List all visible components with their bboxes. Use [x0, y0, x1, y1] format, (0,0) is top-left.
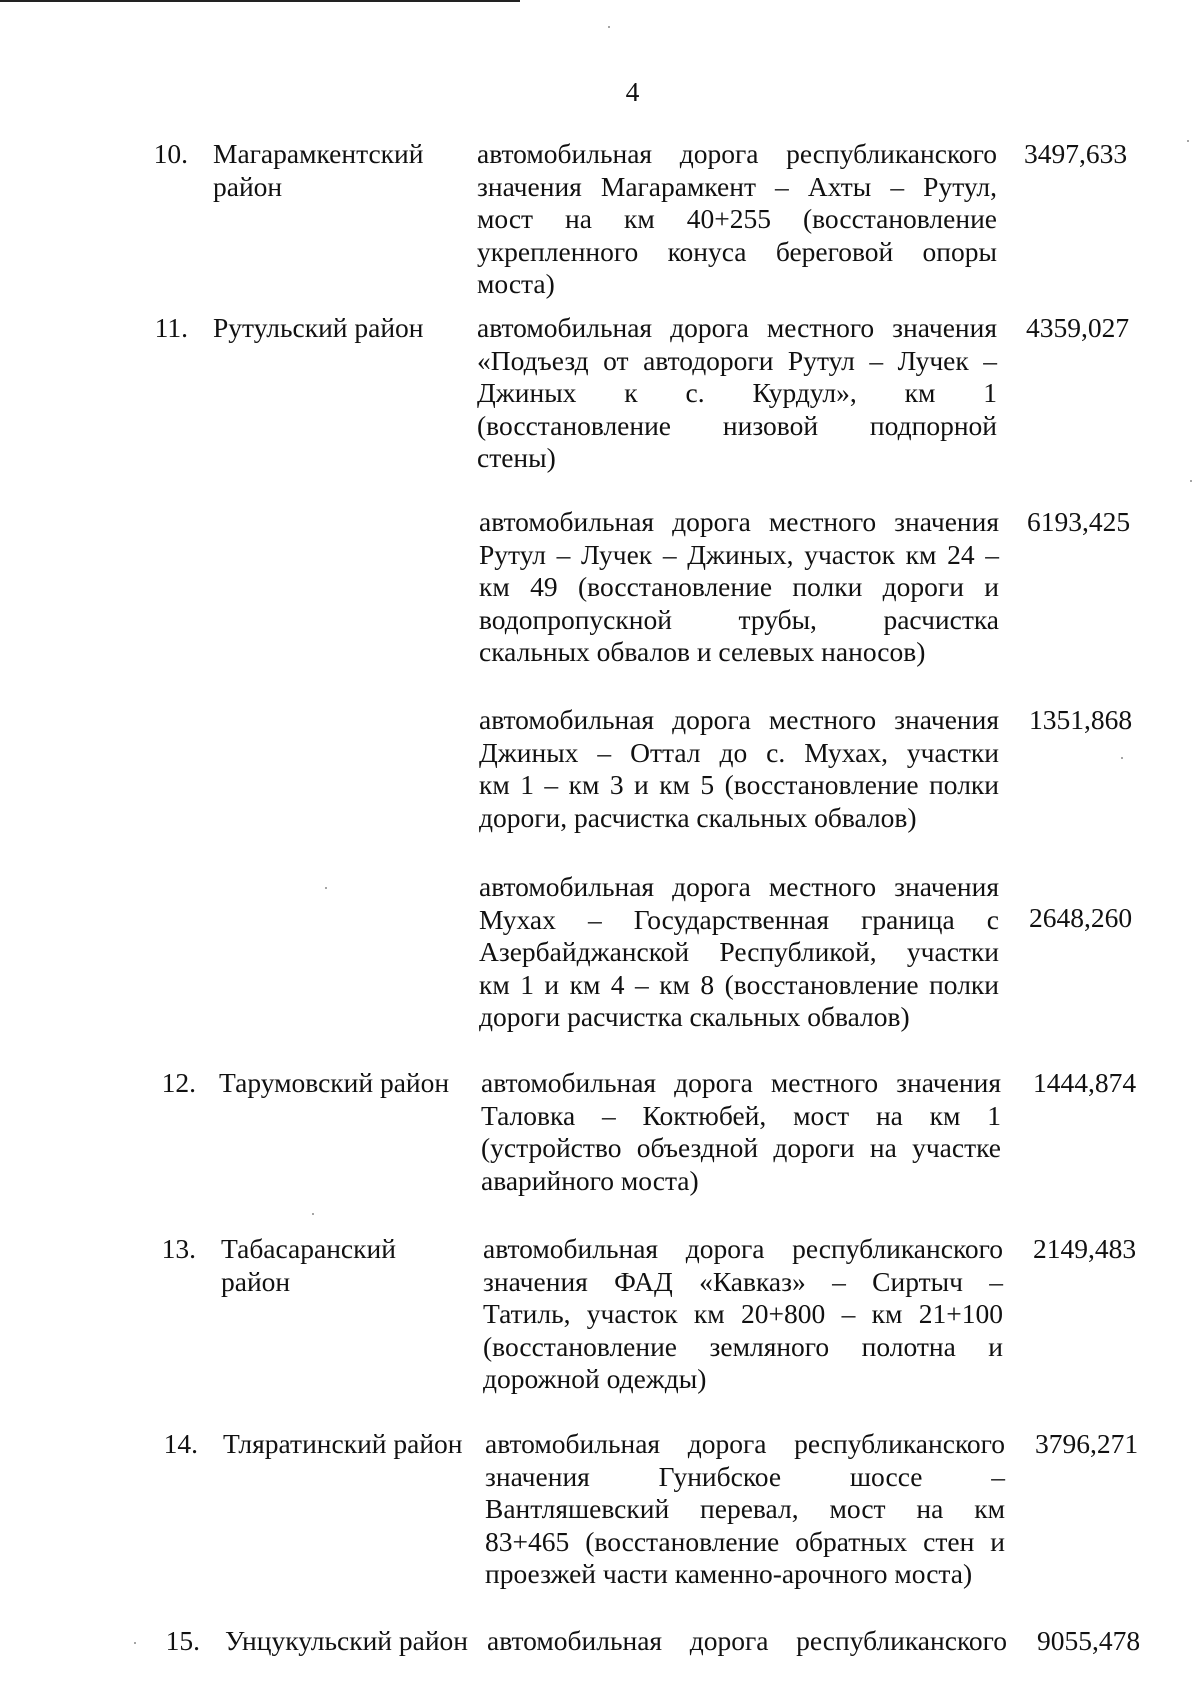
- description-line: значения Магарамкент – Ахты – Рутул,: [477, 170, 997, 202]
- amount: 3796,271: [1035, 1428, 1139, 1459]
- road-description: [477, 312, 997, 475]
- description-line: (восстановление земляного полотна и: [483, 1330, 1003, 1362]
- entry-number: 10.: [153, 138, 188, 169]
- entry-number: 14.: [163, 1428, 198, 1459]
- description-line: автомобильная дорога республиканского: [485, 1428, 1005, 1459]
- description-line: значения Гунибское шоссе –: [485, 1460, 1005, 1492]
- scan-speck: [312, 1213, 314, 1215]
- description-line: дороги, расчистка скальных обвалов): [479, 801, 917, 833]
- scan-speck: [1190, 480, 1192, 482]
- district-name: Тарумовский район: [219, 1067, 450, 1098]
- entry-number: 15.: [165, 1625, 200, 1656]
- scan-speck: [1187, 140, 1189, 142]
- description-line: автомобильная дорога местного значения: [477, 312, 997, 343]
- description-line: Джиных к с. Курдул», км 1: [477, 377, 997, 408]
- description-line: проезжей части каменно-арочного моста): [485, 1558, 973, 1589]
- description-line: автомобильная дорога местного значения: [479, 871, 999, 902]
- description-line: водопропускной трубы, расчистка: [479, 603, 999, 635]
- description-line: Азербайджанской Республикой, участки: [479, 936, 999, 967]
- description-line: автомобильная дорога республиканского: [483, 1233, 1003, 1264]
- road-description: [479, 506, 999, 669]
- road-description: [483, 1233, 1003, 1396]
- description-line: укрепленного конуса береговой опоры: [477, 235, 997, 267]
- description-line: аварийного моста): [481, 1164, 699, 1196]
- description-line: автомобильная дорога местного значения: [479, 704, 999, 735]
- district-name: Унцукульский район: [225, 1625, 469, 1656]
- description-line: мост на км 40+255 (восстановление: [477, 203, 997, 234]
- district-name: Рутульский район: [213, 312, 424, 343]
- entry-number: 12.: [161, 1067, 196, 1098]
- scan-speck: [134, 1642, 136, 1644]
- amount: 2648,260: [1029, 902, 1133, 933]
- road-description: [477, 138, 997, 301]
- entry-number: 13.: [161, 1233, 196, 1264]
- description-line: стены): [477, 442, 556, 473]
- district-name: Табасаранский район: [221, 1233, 396, 1297]
- description-line: моста): [477, 268, 555, 299]
- amount: 9055,478: [1037, 1625, 1141, 1656]
- description-line: км 1 и км 4 – км 8 (восстановление полки: [479, 968, 999, 1000]
- road-description: [479, 871, 999, 1034]
- description-line: Рутул – Лучек – Джиных, участок км 24 –: [479, 538, 999, 570]
- description-line: скальных обвалов и селевых наносов): [479, 636, 926, 667]
- road-description: [485, 1428, 1005, 1591]
- description-line: Таловка – Коктюбей, мост на км 1: [481, 1099, 1001, 1131]
- road-description: [479, 704, 999, 834]
- description-line: км 1 – км 3 и км 5 (восстановление полки: [479, 769, 999, 800]
- top-rule: [0, 0, 520, 2]
- amount: 2149,483: [1033, 1233, 1137, 1264]
- amount: 1351,868: [1029, 704, 1133, 735]
- description-line: (восстановление низовой подпорной: [477, 409, 997, 441]
- amount: 6193,425: [1027, 506, 1131, 537]
- road-description: [487, 1625, 1007, 1658]
- description-line: автомобильная дорога республиканского: [477, 138, 997, 169]
- description-line: Мухах – Государственная граница с: [479, 903, 999, 935]
- scan-speck: [1121, 757, 1123, 759]
- description-line: Татиль, участок км 20+800 – км 21+100: [483, 1298, 1003, 1329]
- description-line: км 49 (восстановление полки дороги и: [479, 571, 999, 602]
- amount: 3497,633: [1024, 138, 1128, 169]
- description-line: 83+465 (восстановление обратных стен и: [485, 1525, 1005, 1557]
- scan-speck: [325, 887, 327, 889]
- description-line: (устройство объездной дороги на участке: [481, 1132, 1001, 1163]
- entry-number: 11.: [154, 312, 188, 343]
- description-line: автомобильная дорога местного значения: [479, 506, 999, 537]
- description-line: дорожной одежды): [483, 1363, 707, 1394]
- page-number: 4: [625, 76, 640, 107]
- description-line: дороги расчистка скальных обвалов): [479, 1001, 910, 1032]
- district-name: Тляратинский район: [223, 1428, 463, 1459]
- amount: 4359,027: [1026, 312, 1130, 343]
- district-name: Магарамкентский район: [213, 138, 424, 202]
- description-line: автомобильная дорога местного значения: [481, 1067, 1001, 1098]
- description-line: «Подъезд от автодороги Рутул – Лучек –: [477, 344, 997, 376]
- description-line: значения ФАД «Кавказ» – Сиртыч –: [483, 1265, 1003, 1297]
- description-line: автомобильная дорога республиканского: [487, 1625, 1007, 1656]
- amount: 1444,874: [1033, 1067, 1137, 1098]
- road-description: [481, 1067, 1001, 1197]
- description-line: Вантляшевский перевал, мост на км: [485, 1493, 1005, 1524]
- description-line: Джиных – Оттал до с. Мухах, участки: [479, 736, 999, 768]
- scan-speck: [608, 26, 610, 28]
